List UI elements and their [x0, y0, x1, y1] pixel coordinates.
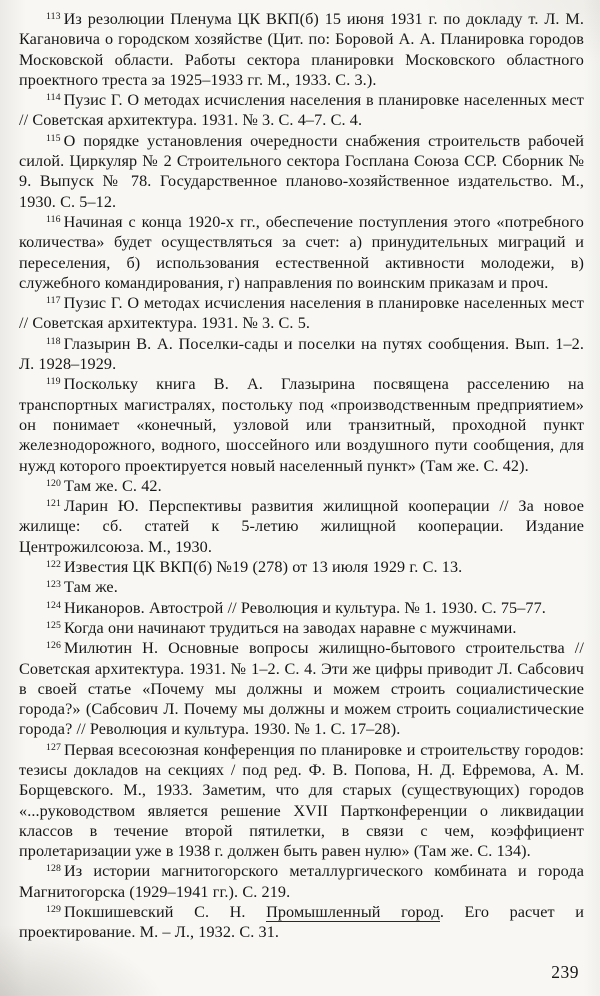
footnote-number: 113 — [46, 11, 61, 22]
footnote-number: 129 — [46, 904, 61, 916]
footnote-number: 114 — [46, 92, 61, 104]
footnote-number: 117 — [46, 295, 61, 307]
footnote — [19, 638, 584, 739]
footnote-number: 119 — [46, 376, 61, 388]
footnote-text: Когда они начинают трудиться на заводах наравне с мужчинами. — [64, 618, 517, 637]
footnote — [19, 577, 584, 597]
footnote-number: 126 — [46, 640, 61, 652]
footnote — [19, 740, 584, 862]
footnote-text: Пузис Г. О методах исчисления населения в планировке населенных мест // Советская архитектура. 1931. № 3. С. 5. — [19, 294, 584, 333]
footnote — [19, 293, 584, 334]
footnote-text: Глазырин В. А. Поселки-сады и поселки на путях сообщения. Вып. 1–2. Л. 1928–1929. — [19, 334, 584, 374]
footnote-number: 122 — [46, 559, 61, 571]
footnote-text: Никаноров. Автострой // Революция и культура. № 1. 1930. С. 75–77. — [64, 598, 546, 617]
footnote-number: 125 — [46, 619, 61, 631]
footnote — [19, 212, 584, 293]
footnote-text: Первая всесоюзная конференция по планировке и строительству городов: тезисы докладов на секциях / под ред. Ф. В. Попова, Н. Д. Ефремова, А. М. Борщевского. М., 1933. Заметим, что для старых (существующих) городов «...руководством является решение XVII Партконференции о ликвидации классов в течение второй пятилетки, в связи с чем, коэффициент пролетаризации уже в 1938 г. должен быть равен нулю» (Там же. С. 134). — [19, 740, 584, 861]
footnote-number: 118 — [46, 335, 61, 347]
footnote — [19, 90, 584, 131]
footnote-text: Из истории магнитогорского металлургического комбината и города Магнитогорска (1929–1941 гг.). С. 219. — [19, 862, 584, 901]
footnote — [19, 496, 584, 557]
footnote — [19, 902, 584, 943]
footnote-text: Покшишевский С. Н. — [64, 903, 267, 922]
footnote-number: 115 — [46, 132, 61, 144]
footnote-text: . Его расчет и проектирование. М. – Л., 1932. С. 31. — [19, 903, 584, 942]
footnote-number: 124 — [46, 599, 61, 611]
footnote-text: Ларин Ю. Перспективы развития жилищной кооперации // За новое жилище: сб. статей к 5-летию жилищной кооперации. Издание Центрожилсоюза. М., 1930. — [19, 497, 584, 556]
footnote — [19, 557, 584, 577]
footnote — [19, 9, 584, 90]
footnote — [19, 131, 584, 212]
footnote-text: Известия ЦК ВКП(б) №19 (278) от 13 июля 1929 г. С. 13. — [64, 558, 463, 577]
page-number: 239 — [551, 962, 579, 982]
footnote-text: Там же. С. 42. — [64, 476, 162, 495]
footnote-text: Милютин Н. Основные вопросы жилищно-бытового строительства // Советская архитектура. 1931. № 1–2. С. 4. Эти же цифры приводит Л. Сабсович в своей статье «Почему мы должны и можем строить социалистические города?» (Сабсович Л. Почему мы должны и можем строить социалистические города? // Революция и культура. 1930. № 1. С. 17–28). — [19, 639, 584, 739]
footnote-text: Там же. — [64, 578, 118, 597]
footnote-number: 128 — [46, 863, 61, 875]
footnote — [19, 374, 584, 475]
footnote — [19, 618, 584, 638]
footnote-number: 120 — [46, 477, 61, 489]
footnote-text: Поскольку книга В. А. Глазырина посвящена расселению на транспортных магистралях, постольку под «производственным предприятием» он понимает «конечный, узловой или транзитный, проходной пункт железнодорожного, водного, шоссейного или воздушного пути сообщения, для нужд которого проектируется новый населенный пункт» (Там же. С. 42). — [19, 375, 584, 475]
footnote — [19, 334, 584, 375]
footnote-number: 127 — [46, 741, 61, 753]
footnote-text: Пузис Г. О методах исчисления населения в планировке населенных мест // Советская архитектура. 1931. № 3. С. 4–7. С. 4. — [19, 91, 584, 130]
footnote-text: Из резолюции Пленума ЦК ВКП(б) 15 июня 1931 г. по докладу т. Л. М. Кагановича о городском хозяйстве (Цит. по: Боровой А. А. Планировка городов Московской области. Работы сектора планировки Московского областного проектного треста за 1925–1933 гг. М., 1933. С. 3.). — [19, 10, 584, 89]
footnote-text: Начиная с конца 1920-х гг., обеспечение поступления этого «потребного количества» будет осуществляться за счет: а) принудительных миграций и переселения, б) использования естественной активности молодежи, в) служебного командирования, г) направления по воинским приказам и проч. — [19, 212, 584, 292]
footnote — [19, 476, 584, 496]
footnote — [19, 598, 584, 618]
footnote-number: 123 — [46, 579, 61, 591]
footnote-text-underlined: Промышленный город — [266, 903, 440, 922]
footnote-text: О порядке установления очередности снабжения строительств рабочей силой. Циркуляр № 2 Строительного сектора Госплана Союза ССР. Сборник № 9. Выпуск № 78. Государственное планово-хозяйственное издательство. М., 1930. С. 5–12. — [19, 131, 584, 211]
footnote-number: 116 — [46, 213, 61, 225]
footnote — [19, 861, 584, 902]
footnote-number: 121 — [46, 498, 61, 510]
